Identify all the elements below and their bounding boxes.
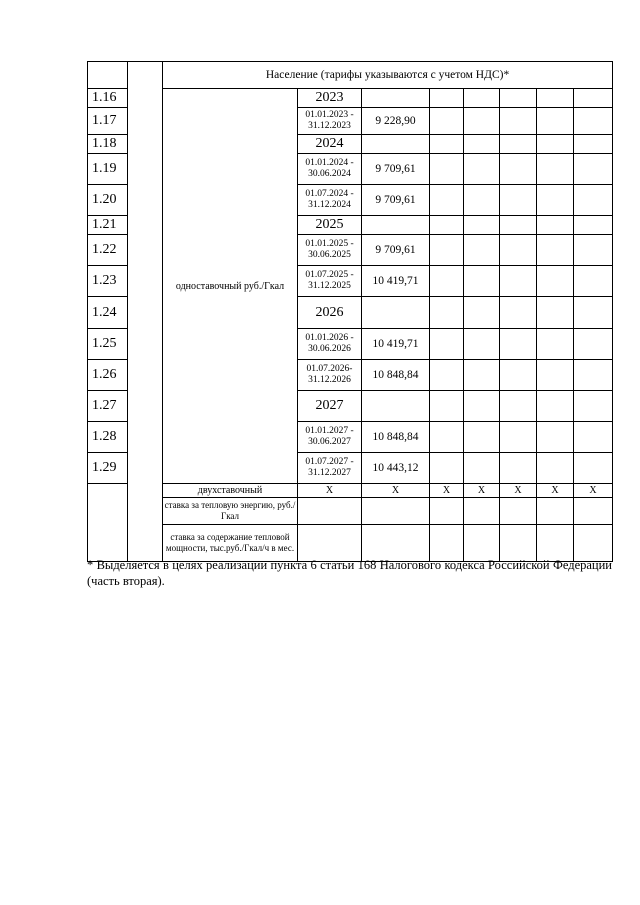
empty-cell: [464, 525, 500, 562]
empty-cell: [298, 498, 362, 525]
x-mark: Х: [298, 484, 362, 498]
empty-cell: [500, 422, 537, 453]
empty-cell: [430, 216, 464, 235]
row-number: 1.17: [88, 108, 128, 135]
year-cell: 2024: [298, 135, 362, 154]
empty-cell: [464, 135, 500, 154]
empty-cell: [362, 89, 430, 108]
empty-cell: [537, 498, 574, 525]
empty-cell: [537, 525, 574, 562]
empty-cell: [464, 216, 500, 235]
row-number: 1.26: [88, 360, 128, 391]
empty-cell: [464, 89, 500, 108]
empty-cell: [430, 135, 464, 154]
empty-cell: [537, 329, 574, 360]
period-cell: 01.01.2025 - 30.06.2025: [298, 235, 362, 266]
empty-cell: [464, 154, 500, 185]
tariff-value: 10 419,71: [362, 266, 430, 297]
x-mark: Х: [574, 484, 613, 498]
empty-cell: [430, 154, 464, 185]
year-cell: 2023: [298, 89, 362, 108]
empty-cell: [362, 498, 430, 525]
empty-cell: [500, 391, 537, 422]
x-mark: Х: [537, 484, 574, 498]
empty-cell: [500, 216, 537, 235]
row-number: 1.20: [88, 185, 128, 216]
empty-cell: [574, 185, 613, 216]
empty-cell: [500, 135, 537, 154]
empty-cell: [537, 216, 574, 235]
empty-cell: [537, 422, 574, 453]
period-cell: 01.01.2026 - 30.06.2026: [298, 329, 362, 360]
empty-cell: [574, 216, 613, 235]
empty-cell: [537, 266, 574, 297]
empty-cell: [574, 391, 613, 422]
row-number: 1.25: [88, 329, 128, 360]
empty-cell: [500, 360, 537, 391]
empty-cell: [500, 154, 537, 185]
empty-cell: [574, 266, 613, 297]
x-mark: Х: [464, 484, 500, 498]
empty-cell: [430, 297, 464, 329]
empty-cell: [537, 360, 574, 391]
empty-cell: [537, 235, 574, 266]
period-cell: 01.07.2025 - 31.12.2025: [298, 266, 362, 297]
row-number: 1.18: [88, 135, 128, 154]
empty-cell: [500, 185, 537, 216]
empty-cell: [464, 391, 500, 422]
merged-column-cell: [128, 62, 163, 562]
empty-cell: [537, 297, 574, 329]
one-rate-label: одноставочный руб./Гкал: [163, 89, 298, 484]
empty-cell: [298, 525, 362, 562]
empty-cell: [464, 453, 500, 484]
empty-cell: [574, 329, 613, 360]
empty-cell: [500, 266, 537, 297]
x-mark: Х: [362, 484, 430, 498]
empty-cell: [500, 235, 537, 266]
row-number: 1.22: [88, 235, 128, 266]
empty-cell: [537, 391, 574, 422]
empty-cell: [464, 360, 500, 391]
year-cell: 2027: [298, 391, 362, 422]
empty-cell: [464, 422, 500, 453]
empty-cell: [88, 484, 128, 562]
row-number: 1.24: [88, 297, 128, 329]
two-rate-label: двухставочный: [163, 484, 298, 498]
year-cell: 2026: [298, 297, 362, 329]
empty-cell: [537, 453, 574, 484]
table-row: [88, 484, 613, 498]
empty-cell: [574, 297, 613, 329]
empty-cell: [464, 235, 500, 266]
energy-rate-label: ставка за тепловую энергию, руб./Гкал: [163, 498, 298, 525]
period-cell: 01.01.2027 - 30.06.2027: [298, 422, 362, 453]
empty-cell: [464, 266, 500, 297]
table-row: [88, 525, 613, 562]
empty-cell: [574, 135, 613, 154]
empty-cell: [464, 498, 500, 525]
empty-cell: [500, 525, 537, 562]
tariff-value: 10 443,12: [362, 453, 430, 484]
period-cell: 01.01.2023 - 31.12.2023: [298, 108, 362, 135]
row-number: 1.16: [88, 89, 128, 108]
row-number: 1.23: [88, 266, 128, 297]
empty-cell: [574, 360, 613, 391]
x-mark: Х: [500, 484, 537, 498]
tariff-value: 10 419,71: [362, 329, 430, 360]
empty-cell: [464, 329, 500, 360]
empty-cell: [574, 108, 613, 135]
empty-cell: [430, 525, 464, 562]
empty-cell: [430, 235, 464, 266]
empty-cell: [574, 422, 613, 453]
empty-cell: [430, 108, 464, 135]
x-mark: Х: [430, 484, 464, 498]
row-number: 1.21: [88, 216, 128, 235]
table-header: Население (тарифы указываются с учетом НДС)*: [163, 62, 613, 89]
empty-cell: [500, 108, 537, 135]
tariff-table: [87, 61, 613, 562]
empty-cell: [362, 216, 430, 235]
empty-cell: [500, 297, 537, 329]
empty-cell: [430, 360, 464, 391]
row-number: 1.27: [88, 391, 128, 422]
empty-cell: [500, 329, 537, 360]
tariff-value: 9 228,90: [362, 108, 430, 135]
table-row: [88, 498, 613, 525]
tariff-value: 9 709,61: [362, 154, 430, 185]
empty-cell: [430, 498, 464, 525]
tariff-value: 9 709,61: [362, 235, 430, 266]
empty-cell: [362, 297, 430, 329]
empty-cell: [500, 89, 537, 108]
empty-cell: [537, 154, 574, 185]
empty-cell: [362, 135, 430, 154]
row-number: 1.28: [88, 422, 128, 453]
row-number: 1.19: [88, 154, 128, 185]
empty-cell: [464, 185, 500, 216]
empty-cell: [362, 525, 430, 562]
empty-cell: [430, 391, 464, 422]
tariff-value: 10 848,84: [362, 360, 430, 391]
empty-cell: [537, 135, 574, 154]
empty-cell: [537, 185, 574, 216]
empty-cell: [537, 89, 574, 108]
empty-cell: [464, 297, 500, 329]
empty-cell: [464, 108, 500, 135]
empty-cell: [574, 235, 613, 266]
empty-cell: [500, 453, 537, 484]
capacity-rate-label: ставка за содержание тепловой мощности, тыс.руб./Гкал/ч в мес.: [163, 525, 298, 562]
empty-cell: [574, 89, 613, 108]
tariff-value: 9 709,61: [362, 185, 430, 216]
empty-cell: [500, 498, 537, 525]
empty-cell: [430, 266, 464, 297]
empty-cell: [430, 453, 464, 484]
period-cell: 01.07.2027 - 31.12.2027: [298, 453, 362, 484]
table-row: [88, 89, 613, 108]
empty-cell: [537, 108, 574, 135]
empty-cell: [574, 525, 613, 562]
period-cell: 01.01.2024 - 30.06.2024: [298, 154, 362, 185]
empty-cell: [430, 422, 464, 453]
empty-cell: [362, 391, 430, 422]
empty-cell: [430, 185, 464, 216]
empty-cell: [430, 89, 464, 108]
empty-cell: [574, 498, 613, 525]
empty-cell: [574, 154, 613, 185]
period-cell: 01.07.2024 - 31.12.2024: [298, 185, 362, 216]
year-cell: 2025: [298, 216, 362, 235]
empty-cell: [430, 329, 464, 360]
empty-cell: [574, 453, 613, 484]
row-number: 1.29: [88, 453, 128, 484]
footnote: * Выделяется в целях реализации пункта 6 статьи 168 Налогового кодекса Российской Федерации (часть вторая).: [87, 558, 612, 588]
tariff-value: 10 848,84: [362, 422, 430, 453]
period-cell: 01.07.2026- 31.12.2026: [298, 360, 362, 391]
header-empty-cell: [88, 62, 128, 89]
